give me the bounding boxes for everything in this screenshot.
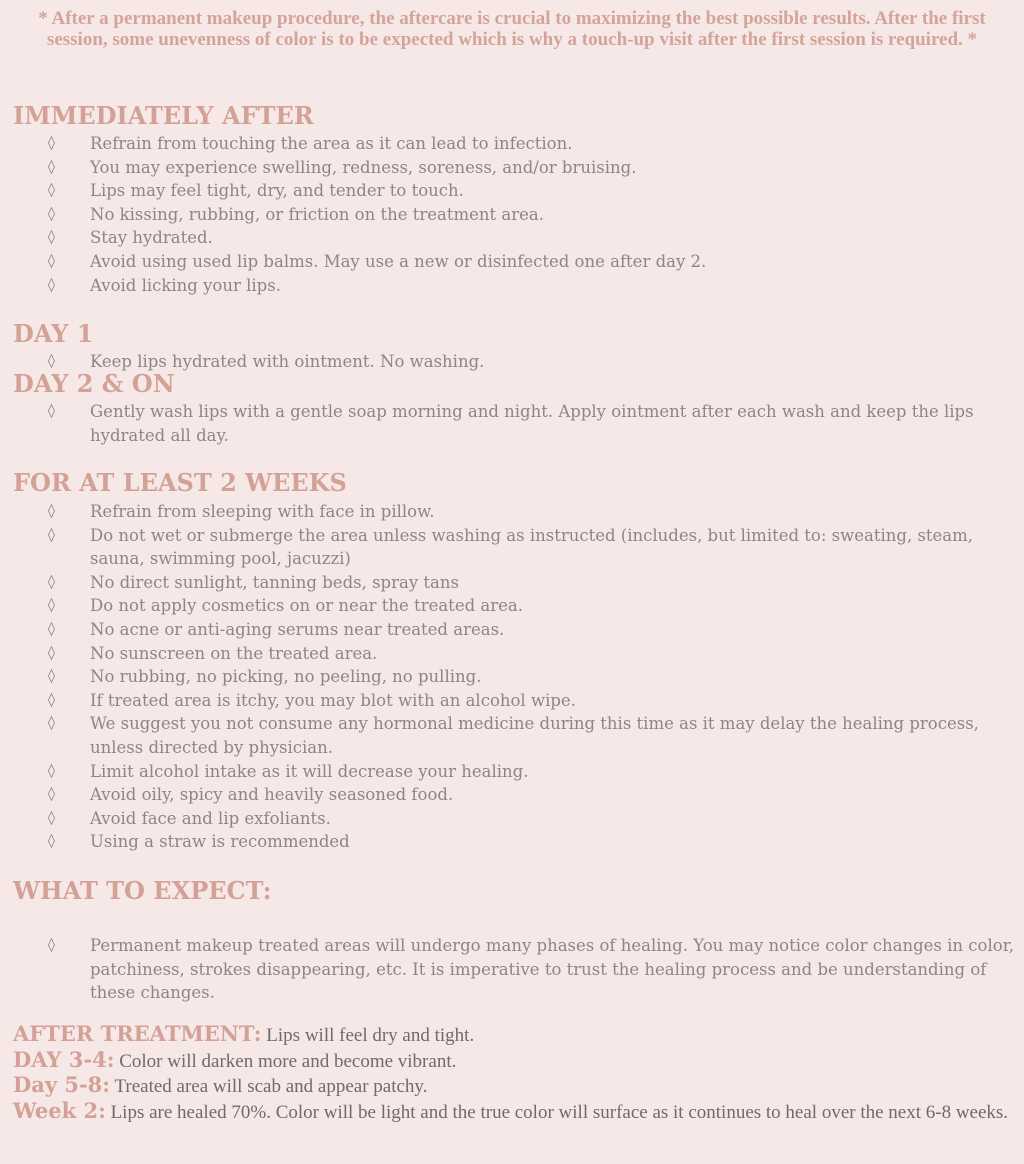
list-item: ◊ No rubbing, no picking, no peeling, no pulling. xyxy=(0,665,1024,689)
heading-day-1: DAY 1 xyxy=(13,319,94,348)
list-item: ◊ Keep lips hydrated with ointment. No washing. xyxy=(0,350,1024,374)
list-item: ◊ Permanent makeup treated areas will undergo many phases of healing. You may notice color changes in color, patchiness, strokes disappearing, etc. It is imperative to trust the healing process and be understanding of these changes. xyxy=(48,936,1015,1003)
diamond-bullet-icon: ◊ xyxy=(48,573,55,590)
list-item: ◊ No direct sunlight, tanning beds, spray tans xyxy=(0,571,1024,595)
healing-stages xyxy=(13,1022,1013,1124)
diamond-bullet-icon: ◊ xyxy=(48,353,55,369)
diamond-bullet-icon: ◊ xyxy=(48,229,55,246)
stage-label: AFTER TREATMENT: xyxy=(13,1021,262,1046)
diamond-bullet-icon: ◊ xyxy=(48,135,55,151)
diamond-bullet-icon: ◊ xyxy=(48,252,55,269)
heading-what-to-expect: WHAT TO EXPECT: xyxy=(13,876,272,905)
list-item: ◊ Limit alcohol intake as it will decrease your healing. xyxy=(0,760,1024,784)
list-item: ◊ Avoid oily, spicy and heavily seasoned food. xyxy=(0,783,1024,807)
list-item: ◊ Gently wash lips with a gentle soap morning and night. Apply ointment after each wash and keep the lips hydrated all day. xyxy=(48,402,974,445)
diamond-bullet-icon: ◊ xyxy=(48,691,55,708)
stage-label: DAY 3-4: xyxy=(13,1046,115,1072)
stage-after-treatment xyxy=(13,1022,1013,1048)
list-item: ◊ You may experience swelling, redness, soreness, and/or bruising. xyxy=(0,156,1024,180)
two-weeks-list xyxy=(0,500,1024,854)
diamond-bullet-icon: ◊ xyxy=(48,715,55,732)
diamond-bullet-icon: ◊ xyxy=(48,786,55,803)
diamond-bullet-icon: ◊ xyxy=(48,597,55,614)
list-item: ◊ We suggest you not consume any hormonal medicine during this time as it may delay the healing process, unless directed by physician. xyxy=(48,714,979,757)
list-item: ◊ No sunscreen on the treated area. xyxy=(0,642,1024,666)
diamond-bullet-icon: ◊ xyxy=(48,644,55,661)
list-item: ◊ Avoid using used lip balms. May use a new or disinfected one after day 2. xyxy=(0,250,1024,274)
stage-label: Week 2: xyxy=(13,1097,106,1123)
diamond-bullet-icon: ◊ xyxy=(48,205,55,222)
list-item: ◊ No acne or anti-aging serums near treated areas. xyxy=(0,618,1024,642)
heading-day-2-on: DAY 2 & ON xyxy=(13,369,175,398)
list-item: ◊ Avoid licking your lips. xyxy=(0,274,1024,298)
diamond-bullet-icon: ◊ xyxy=(48,503,55,519)
stage-text: Lips are healed 70%. Color will be light and the true color will surface as it continues to heal over the next 6-8 weeks. xyxy=(105,1101,1009,1123)
stage-day-3-4 xyxy=(13,1048,1013,1074)
diamond-bullet-icon: ◊ xyxy=(48,182,55,199)
diamond-bullet-icon: ◊ xyxy=(48,620,55,637)
list-item: ◊ Using a straw is recommended xyxy=(0,830,1024,854)
diamond-bullet-icon: ◊ xyxy=(48,762,55,779)
stage-text: Lips will feel dry and tight. xyxy=(261,1025,475,1046)
diamond-bullet-icon: ◊ xyxy=(48,158,55,175)
intro-note: * After a permanent makeup procedure, the aftercare is crucial to maximizing the best possible results. After the first session, some unevenness of color is to be expected which is why a touch-up visit after the first session is required. * xyxy=(38,8,986,50)
list-item: ◊ Do not wet or submerge the area unless washing as instructed (includes, but limited to: sweating, steam, sauna, swimming pool, jacuzzi) xyxy=(48,525,974,569)
diamond-bullet-icon: ◊ xyxy=(48,526,55,543)
stage-label: Day 5-8: xyxy=(13,1072,111,1097)
list-item: ◊ Refrain from touching the area as it can lead to infection. xyxy=(0,132,1024,156)
stage-week-2 xyxy=(13,1099,1013,1125)
diamond-bullet-icon: ◊ xyxy=(48,403,55,419)
immediately-after-list xyxy=(0,132,1024,297)
diamond-bullet-icon: ◊ xyxy=(48,833,55,850)
list-item: ◊ Avoid face and lip exfoliants. xyxy=(0,807,1024,831)
stage-text: Color will darken more and become vibrant. xyxy=(114,1050,457,1072)
list-item: ◊ Refrain from sleeping with face in pillow. xyxy=(0,500,1024,524)
stage-text: Treated area will scab and appear patchy. xyxy=(110,1076,428,1097)
diamond-bullet-icon: ◊ xyxy=(48,276,55,293)
heading-two-weeks: FOR AT LEAST 2 WEEKS xyxy=(13,468,347,497)
list-item: ◊ Lips may feel tight, dry, and tender to touch. xyxy=(0,179,1024,203)
diamond-bullet-icon: ◊ xyxy=(48,809,55,826)
day-2-list xyxy=(0,400,1024,447)
list-item: ◊ Stay hydrated. xyxy=(0,226,1024,250)
list-item: ◊ No kissing, rubbing, or friction on the treatment area. xyxy=(0,203,1024,227)
heading-immediately-after: IMMEDIATELY AFTER xyxy=(13,101,314,130)
list-item: ◊ If treated area is itchy, you may blot with an alcohol wipe. xyxy=(0,689,1024,713)
list-item: ◊ Do not apply cosmetics on or near the treated area. xyxy=(0,594,1024,618)
diamond-bullet-icon: ◊ xyxy=(48,668,55,685)
what-to-expect-list xyxy=(0,934,1024,1005)
diamond-bullet-icon: ◊ xyxy=(48,937,55,953)
stage-day-5-8 xyxy=(13,1073,1013,1099)
